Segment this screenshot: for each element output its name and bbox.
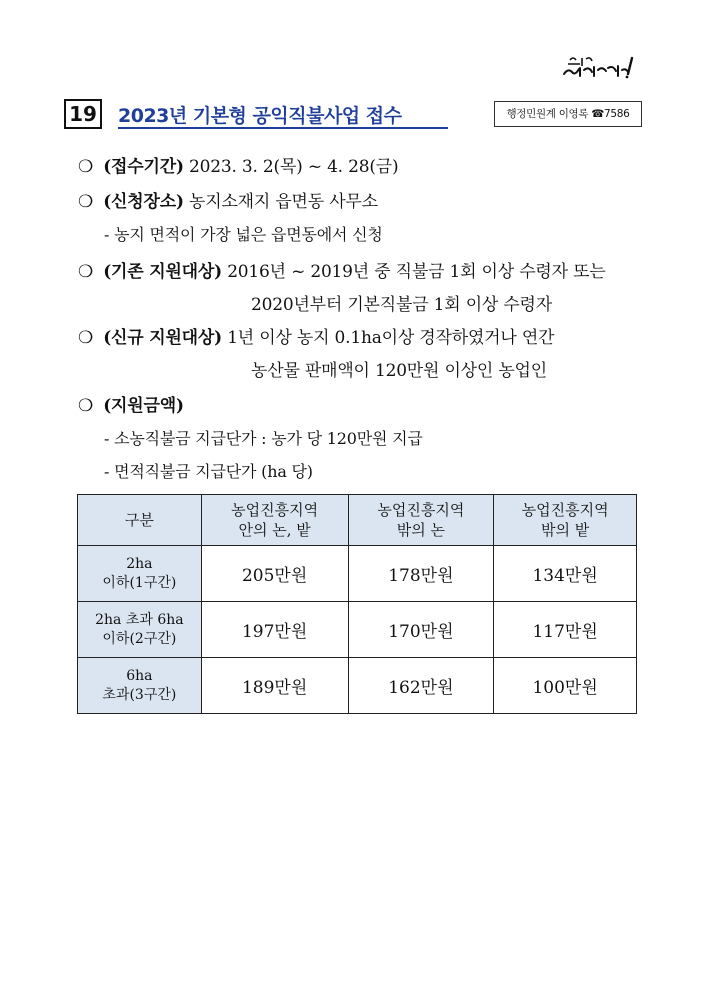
- amount-sub-line-2: - 면적직불금 지급단가 (ha 당): [104, 462, 313, 481]
- circle-bullet-icon: ❍: [78, 328, 94, 348]
- title-underline: [118, 127, 448, 129]
- department-contact: 행정민원계 이영록 ☎7586: [494, 101, 642, 127]
- header-cell: 구분: [78, 495, 202, 546]
- existing-target-label: (기존 지원대상): [103, 262, 222, 282]
- table-cell: 170만원: [348, 602, 494, 658]
- period-text: 2023. 3. 2(목) ~ 4. 28(금): [189, 157, 399, 177]
- header-cell: 농업진흥지역 안의 논, 밭: [201, 495, 348, 546]
- row-label-cell: 2ha 초과 6ha 이하(2구간): [78, 602, 202, 658]
- existing-target-text-2: 2020년부터 기본직불금 1회 이상 수령자: [251, 295, 553, 315]
- header-cell: 농업진흥지역 밖의 논: [348, 495, 494, 546]
- new-target-line: [78, 323, 554, 348]
- table-row: [78, 546, 637, 602]
- row-label-cell: 6ha 초과(3구간): [78, 658, 202, 714]
- amount-sub-line-1: - 소농직불금 지급단가 : 농가 당 120만원 지급: [104, 429, 423, 448]
- row-label-cell: 2ha 이하(1구간): [78, 546, 202, 602]
- table-cell: 205만원: [201, 546, 348, 602]
- existing-target-text: 2016년 ~ 2019년 중 직불금 1회 이상 수령자 또는: [227, 262, 606, 282]
- section-number: 19: [64, 99, 102, 129]
- table-cell: 197만원: [201, 602, 348, 658]
- new-target-text-2: 농산물 판매액이 120만원 이상인 농업인: [251, 361, 547, 381]
- table-cell: 178만원: [348, 546, 494, 602]
- existing-target-line: [78, 257, 606, 282]
- period-line: [78, 152, 398, 177]
- header-cell: 농업진흥지역 밖의 밭: [494, 495, 637, 546]
- circle-bullet-icon: ❍: [78, 157, 94, 177]
- circle-bullet-icon: ❍: [78, 396, 94, 416]
- city-slogan-logo: [562, 50, 642, 80]
- table-cell: 134만원: [494, 546, 637, 602]
- place-sub-line: - 농지 면적이 가장 넓은 읍면동에서 신청: [104, 225, 383, 244]
- amount-label: (지원금액): [103, 396, 184, 416]
- section-title: 2023년 기본형 공익직불사업 접수: [118, 105, 402, 127]
- table-header-row: [78, 495, 637, 546]
- new-target-label: (신규 지원대상): [103, 328, 222, 348]
- section-header: [64, 99, 644, 131]
- table-row: [78, 602, 637, 658]
- place-line: [78, 187, 378, 212]
- payment-rate-table: [77, 494, 637, 714]
- table-row: [78, 658, 637, 714]
- table-cell: 162만원: [348, 658, 494, 714]
- place-label: (신청장소): [103, 192, 184, 212]
- amount-line: [78, 391, 184, 416]
- period-label: (접수기간): [103, 157, 184, 177]
- table-cell: 100만원: [494, 658, 637, 714]
- new-target-text: 1년 이상 농지 0.1ha이상 경작하였거나 연간: [227, 328, 555, 348]
- place-text: 농지소재지 읍면동 사무소: [189, 192, 378, 212]
- circle-bullet-icon: ❍: [78, 262, 94, 282]
- circle-bullet-icon: ❍: [78, 192, 94, 212]
- table-cell: 189만원: [201, 658, 348, 714]
- table-cell: 117만원: [494, 602, 637, 658]
